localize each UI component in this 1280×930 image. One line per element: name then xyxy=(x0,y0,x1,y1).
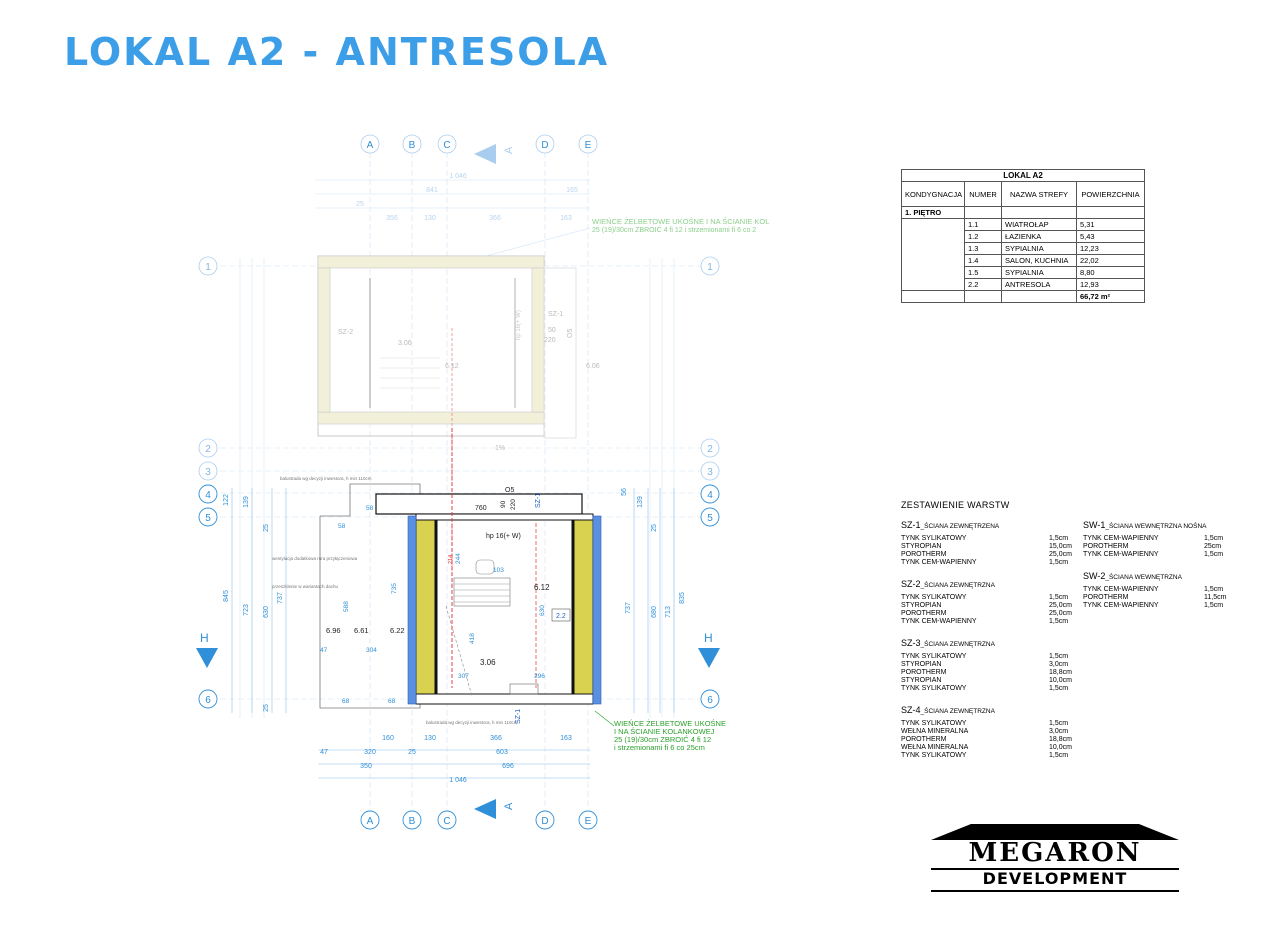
grid-label-a-bottom: A xyxy=(366,816,374,827)
grid-label-c-top: C xyxy=(443,140,451,151)
grid-label-6-right: 6 xyxy=(707,695,713,706)
note-ring-beam-bottom-1: WIEŃCE ŻELBETOWE UKOŚNE xyxy=(614,719,726,728)
grid-label-5-right: 5 xyxy=(707,513,713,524)
lower-label-58a: 58 xyxy=(338,523,346,530)
layers-left-column xyxy=(901,520,1076,772)
dim-right-680: 680 xyxy=(651,606,658,618)
lower-label-296: 296 xyxy=(534,673,545,680)
lower-label-sz1-top: SZ-1 xyxy=(535,492,542,508)
dim-right-25: 25 xyxy=(651,524,658,532)
lower-label-sz1-bottom: SZ-1 xyxy=(515,708,522,724)
grid-label-d-top: D xyxy=(541,140,549,151)
grid-label-2-left: 2 xyxy=(205,444,211,455)
col-header-area: POWIERZCHNIA xyxy=(1077,182,1145,207)
grid-label-d-bottom: D xyxy=(541,816,549,827)
note-balustrade-bottom: balustrada wg decyzji inwestora, h min 110cm xyxy=(426,720,518,725)
dim-right-139: 139 xyxy=(637,496,644,508)
logo-underline xyxy=(931,890,1179,892)
table-row: 1.3 SYPIALNIA 12,23 xyxy=(902,243,1145,255)
table-row: 1.2 ŁAZIENKA 5,43 xyxy=(902,231,1145,243)
wall-spec: SZ-1_ŚCIANA ZEWNĘTRZENA TYNK SYLIKATOWY 1,5cm STYROPIAN 15,0cm POROTHERM 25,0cm TYNK CEM-WAPIENNY 1,5cm xyxy=(901,520,1072,566)
grid-label-2-right: 2 xyxy=(707,444,713,455)
grid-label-6-left: 6 xyxy=(205,695,211,706)
page-title: LOKAL A2 - ANTRESOLA xyxy=(64,30,610,74)
dim-left-630: 630 xyxy=(263,606,270,618)
wall-spec: SZ-4_ŚCIANA ZEWNĘTRZNA TYNK SYLIKATOWY 1,5cm WEŁNA MINERALNA 3,0cm POROTHERM 18,8cm WEŁNA MINERALNA 10,0cm TYNK SYLIKATOWY 1,5cm xyxy=(901,705,1072,759)
dim-right-713: 713 xyxy=(665,606,672,618)
col-header-number: NUMER xyxy=(965,182,1002,207)
section-h-left-label: H xyxy=(200,631,209,645)
dim-upper-163: 163 xyxy=(560,215,572,222)
dim-left-25b: 25 xyxy=(263,704,270,712)
lower-label-307: 307 xyxy=(458,673,469,680)
lower-label-hp: hp 16(+ W) xyxy=(486,533,521,540)
upper-label-hp: hp 16(+ W) xyxy=(516,310,522,340)
dim-lower-603: 603 xyxy=(496,749,508,756)
lower-label-622: 6.22 xyxy=(390,626,405,635)
lower-label-68a: 68 xyxy=(342,698,350,705)
layers-right-column xyxy=(1083,520,1231,622)
dim-left-25: 25 xyxy=(263,524,270,532)
dim-lower-696: 696 xyxy=(502,763,514,770)
dim-lower-366: 366 xyxy=(490,735,502,742)
lower-label-304: 304 xyxy=(366,647,377,654)
grid-label-1-left: 1 xyxy=(205,262,211,273)
dim-upper-356: 356 xyxy=(386,215,398,222)
note-ring-beam-top: WIEŃCE ŻELBETOWE UKOŚNE I NA ŚCIANIE KOL xyxy=(592,217,770,226)
grid-label-5-left: 5 xyxy=(205,513,211,524)
lower-label-306: 3.06 xyxy=(480,658,496,667)
table-row: 1.1 WIATROŁAP 5,31 xyxy=(902,219,1145,231)
upper-label-sz1: SZ-1 xyxy=(548,311,564,318)
grid-label-3-right: 3 xyxy=(707,467,713,478)
note-glazing: przeszklenie w wariantach dachu xyxy=(272,584,339,589)
note-ring-beam-bottom-4: i strzemionami fi 6 co 25cm xyxy=(614,743,705,752)
lower-label-696: 6.96 xyxy=(326,626,341,635)
wall-spec: SW-1_ŚCIANA WEWNĘTRZNA NOŚNA TYNK CEM-WAPIENNY 1,5cm POROTHERM 25cm TYNK CEM-WAPIENNY 1,5cm xyxy=(1083,520,1224,558)
dim-upper-130: 130 xyxy=(424,215,436,222)
lower-label-o5: O5 xyxy=(505,487,515,494)
lower-label-58b: 58 xyxy=(366,505,374,512)
level-label: 1. PIĘTRO xyxy=(902,207,965,219)
note-ring-beam-top-line2: 25 (19)/30cm ZBROIĆ 4 fi 12 i strzemionami fi 6 co 2 xyxy=(592,227,757,234)
logo-name: MEGARON xyxy=(968,838,1142,868)
lower-label-68b: 68 xyxy=(388,698,396,705)
upper-label-slope: 1% xyxy=(495,445,506,452)
section-label-bottom: A xyxy=(503,802,515,810)
dim-lower-total: 1 046 xyxy=(449,777,467,784)
dim-lower-350: 350 xyxy=(360,763,372,770)
antresola-floor-plan xyxy=(272,428,601,725)
grid-label-4-left: 4 xyxy=(205,490,211,501)
lower-label-22: 2.2 xyxy=(556,613,566,620)
upper-label-sz2: SZ-2 xyxy=(338,329,354,336)
area-table-caption: LOKAL A2 xyxy=(902,170,1145,182)
lower-label-103: 103 xyxy=(493,567,504,574)
upper-label-o5: O5 xyxy=(567,328,574,338)
lower-label-588: 588 xyxy=(343,601,350,612)
grid-label-c-bottom: C xyxy=(443,816,451,827)
lower-label-220: 220 xyxy=(510,499,517,510)
grid-label-b-top: B xyxy=(408,140,416,151)
dim-lower-320: 320 xyxy=(364,749,376,756)
logo-subtitle: DEVELOPMENT xyxy=(982,869,1128,888)
dim-lower-25: 25 xyxy=(408,749,416,756)
area-total: 66,72 m² xyxy=(1077,291,1145,303)
lower-label-90: 90 xyxy=(500,500,507,508)
lower-label-661: 6.61 xyxy=(354,626,369,635)
table-row: 1.4 SALON, KUCHNIA 22,02 xyxy=(902,255,1145,267)
dim-upper-25: 25 xyxy=(356,201,364,208)
dim-lower-130: 130 xyxy=(424,735,436,742)
lower-label-244: 244 xyxy=(455,553,462,564)
grid-label-4-right: 4 xyxy=(707,490,713,501)
upper-label-306: 3.06 xyxy=(398,340,412,347)
note-ring-beam-bottom-2: I NA ŚCIANIE KOLANKOWEJ xyxy=(614,727,715,736)
dim-right-835: 835 xyxy=(679,592,686,604)
table-row: 2.2 ANTRESOLA 12,93 xyxy=(902,279,1145,291)
lower-label-735: 735 xyxy=(391,583,398,594)
megaron-logo xyxy=(931,824,1179,892)
grid-label-e-top: E xyxy=(584,140,592,151)
dim-right-737: 737 xyxy=(625,602,632,614)
lower-label-418: 418 xyxy=(469,633,476,644)
lower-label-630: 630 xyxy=(539,605,546,616)
section-h-right-label: H xyxy=(704,631,713,645)
note-ring-beam-bottom-3: 25 (19)/30cm ZBROIĆ 4 fi 12 xyxy=(614,735,712,744)
section-arrow-bottom-icon xyxy=(474,799,496,819)
upper-label-612: 6.12 xyxy=(445,363,459,370)
dim-upper-165: 165 xyxy=(566,187,578,194)
lower-label-760: 760 xyxy=(475,505,487,512)
dim-lower-160: 160 xyxy=(382,735,394,742)
upper-label-606: 6.06 xyxy=(586,363,600,370)
dim-upper-total: 1 046 xyxy=(449,173,467,180)
upper-label-50: 50 xyxy=(548,327,556,334)
dim-lower-163: 163 xyxy=(560,735,572,742)
area-table xyxy=(901,169,1145,303)
col-header-zone: NAZWA STREFY xyxy=(1002,182,1077,207)
wall-spec: SZ-3_ŚCIANA ZEWNĘTRZNA TYNK SYLIKATOWY 1,5cm STYROPIAN 3,0cm POROTHERM 18,8cm STYROPIAN 10,0cm TYNK SYLIKATOWY 1,5cm xyxy=(901,638,1072,692)
dim-upper-841: 841 xyxy=(426,187,438,194)
col-header-level: KONDYGNACJA xyxy=(902,182,965,207)
wall-spec: SZ-2_ŚCIANA ZEWNĘTRZNA TYNK SYLIKATOWY 1,5cm STYROPIAN 25,0cm POROTHERM 25,0cm TYNK CEM-WAPIENNY 1,5cm xyxy=(901,579,1072,625)
dim-left-845: 845 xyxy=(223,590,230,602)
dim-left-122: 122 xyxy=(223,494,230,506)
floor-plan-drawing xyxy=(190,128,770,827)
grid-label-a-top: A xyxy=(366,140,374,151)
note-ventilation: wentylacja dodatkowa rura przyłączeniowa xyxy=(272,556,358,561)
dim-left-723: 723 xyxy=(243,604,250,616)
dim-lower-47: 47 xyxy=(320,749,328,756)
upper-floor-faint xyxy=(318,256,600,588)
wall-spec: SW-2_ŚCIANA WEWNĘTRZNA TYNK CEM-WAPIENNY 1,5cm POROTHERM 11,5cm TYNK CEM-WAPIENNY 1,5cm xyxy=(1083,571,1227,609)
section-h-left-icon xyxy=(196,648,218,668)
upper-label-220: 220 xyxy=(544,337,556,344)
dim-left-139: 139 xyxy=(243,496,250,508)
section-label-top: A xyxy=(503,146,515,154)
dim-left-737: 737 xyxy=(277,592,284,604)
layers-title: ZESTAWIENIE WARSTW xyxy=(901,500,1010,510)
section-h-right-icon xyxy=(698,648,720,668)
lower-label-612: 6.12 xyxy=(534,583,550,592)
grid-label-1-right: 1 xyxy=(707,262,713,273)
grid-label-e-bottom: E xyxy=(584,816,592,827)
lower-label-47: 47 xyxy=(320,647,328,654)
grid-label-3-left: 3 xyxy=(205,467,211,478)
note-balustrade-top: balustrada wg decyzji inwestora, h min 110cm xyxy=(280,476,372,481)
table-row: 1.5 SYPIALNIA 8,80 xyxy=(902,267,1145,279)
section-arrow-top-icon xyxy=(474,144,496,164)
dim-right-56: 56 xyxy=(621,488,628,496)
dim-upper-366: 366 xyxy=(489,215,501,222)
grid-label-b-bottom: B xyxy=(408,816,416,827)
lower-label-214: 214 xyxy=(448,554,454,564)
